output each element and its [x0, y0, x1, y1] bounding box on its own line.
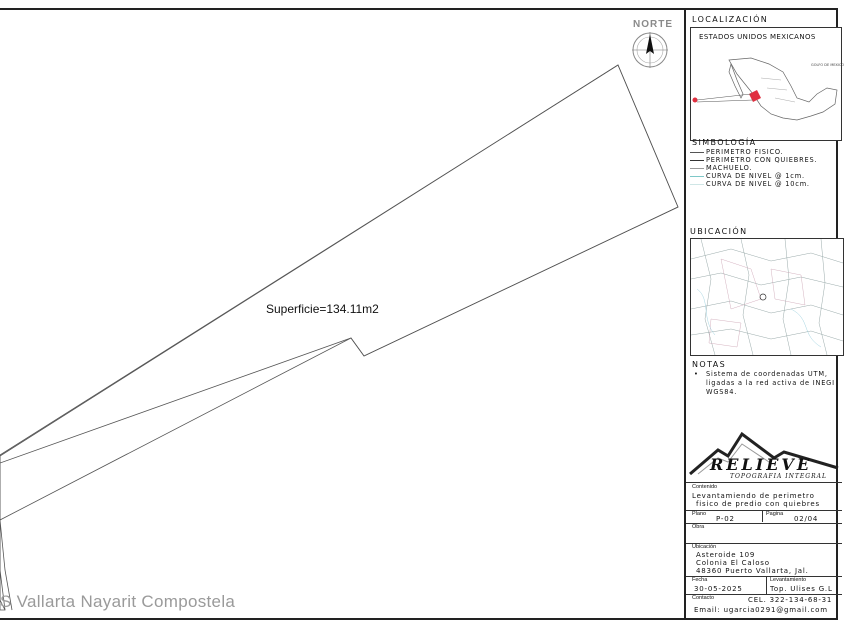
contenido-line1: Levantamiendo de perimetro: [692, 492, 815, 500]
simbologia-title: SIMBOLOGÍA: [692, 138, 757, 147]
ubicacion-line1: Asteroide 109: [696, 551, 756, 559]
localizacion-title: LOCALIZACIÓN: [692, 15, 769, 24]
legend-swatch: [690, 176, 704, 177]
divider: [686, 523, 842, 524]
levantamiento-label: Levantamiento: [770, 577, 807, 583]
lot-perimeter: [0, 65, 678, 610]
levantamiento-value: Top. Ulises G.L: [770, 585, 833, 593]
ubicacion-label: Ubicación: [692, 544, 717, 550]
north-label: NORTE: [633, 19, 673, 30]
location-map: [690, 238, 844, 356]
ubicacion-line3: 48360 Puerto Vallarta, Jal.: [696, 567, 809, 575]
fecha-label: Fecha: [692, 577, 708, 583]
divider: [766, 576, 767, 594]
plano-value: P-02: [716, 515, 735, 523]
legend-item: MACHUELO.: [690, 164, 752, 172]
country-map-title: ESTADOS UNIDOS MEXICANOS: [699, 33, 816, 41]
pagina-value: 02/04: [794, 515, 819, 523]
pagina-label: Pagina: [766, 511, 784, 517]
side-panel: [684, 10, 844, 620]
notas-title: NOTAS: [692, 360, 727, 369]
note-item: • Sistema de coordenadas UTM, ligadas a la red activa de INEGI WGS84.: [694, 370, 835, 396]
ubicacion-title: UBICACIÓN: [690, 227, 748, 236]
area-label: Superficie=134.11m2: [266, 302, 379, 316]
legend-swatch: [690, 168, 704, 169]
divider: [686, 510, 842, 511]
divider: [686, 576, 842, 577]
north-arrow-icon: [630, 30, 670, 70]
contenido-line2: fisico de predio con quiebres: [696, 500, 820, 508]
legend-swatch: [690, 152, 704, 153]
legend-list: [690, 148, 840, 198]
cel-value: CEL. 322-134-68-31: [748, 596, 833, 604]
bullet-icon: •: [694, 370, 699, 378]
country-map: [690, 27, 842, 141]
divider: [686, 482, 842, 483]
logo-tagline: TOPOGRAFIA INTEGRAL: [730, 473, 827, 480]
legend-swatch: [690, 160, 704, 161]
divider: [762, 510, 763, 522]
legend-item: PERIMETRO CON QUIEBRES.: [690, 156, 817, 164]
lot-outline: [0, 65, 678, 610]
gulf-label: GOLFO DE MEXICO: [811, 63, 844, 67]
plano-label: Plano: [692, 511, 707, 517]
legend-item: PERIMETRO FISICO.: [690, 148, 784, 156]
legend-swatch: [690, 184, 704, 185]
contacto-label: Contacto: [692, 595, 715, 601]
fecha-value: 30-05-2025: [694, 585, 743, 593]
legend-item: CURVA DE NIVEL @ 1cm.: [690, 172, 805, 180]
legend-item: CURVA DE NIVEL @ 10cm.: [690, 180, 810, 188]
ubicacion-line2: Colonia El Caloso: [696, 559, 770, 567]
watermark: S Vallarta Nayarit Compostela: [0, 592, 236, 611]
email-value: Email: ugarcia0291@gmail.com: [694, 606, 828, 614]
logo-name: RELIEVE: [710, 455, 813, 474]
contenido-label: Contenido: [692, 484, 718, 490]
obra-label: Obra: [692, 524, 705, 530]
street-map-icon: [691, 239, 843, 355]
mexico-map-icon: [691, 28, 844, 140]
